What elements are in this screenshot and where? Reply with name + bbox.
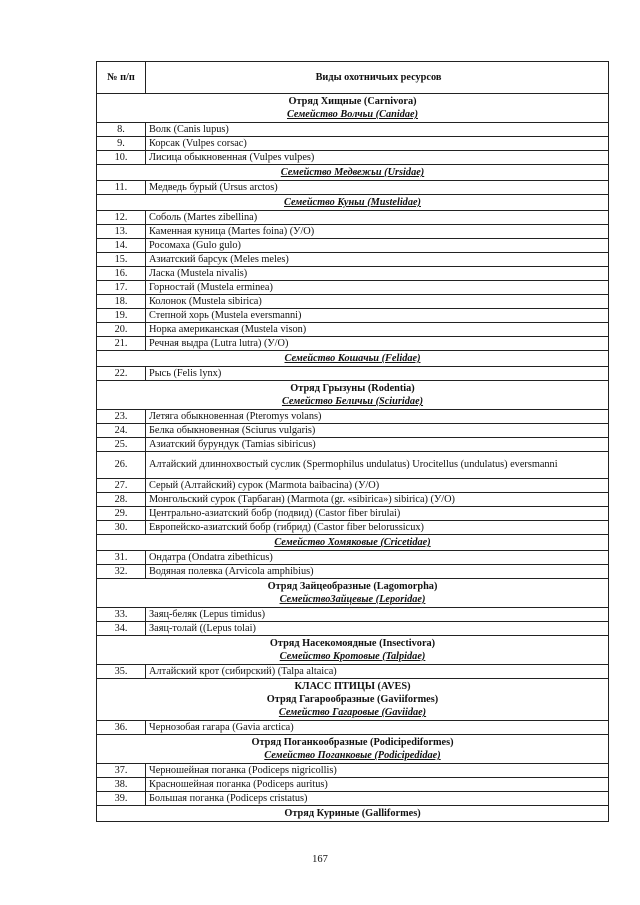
family-heading: Семейство Хомяковые (Cricetidae) (274, 537, 431, 548)
row-number: 30. (97, 521, 146, 535)
species-name: Соболь (Martes zibellina) (146, 211, 609, 225)
table-row (97, 151, 609, 165)
table-row (97, 438, 609, 452)
section-heading-cell (97, 165, 609, 181)
row-number: 39. (97, 792, 146, 806)
table-row (97, 225, 609, 239)
species-name: Ласка (Mustela nivalis) (146, 267, 609, 281)
row-number: 26. (97, 452, 146, 479)
order-heading: Отряд Грызуны (Rodentia) (290, 383, 415, 394)
row-number: 32. (97, 565, 146, 579)
species-name: Алтайский крот (сибирский) (Talpa altaica) (146, 665, 609, 679)
species-name: Ондатра (Ondatra zibethicus) (146, 551, 609, 565)
page-number: 167 (312, 854, 328, 865)
row-number: 36. (97, 721, 146, 735)
row-number: 18. (97, 295, 146, 309)
order-heading: Отряд Поганкообразные (Podicipediformes) (251, 737, 454, 748)
species-name: Колонок (Mustela sibirica) (146, 295, 609, 309)
row-number: 25. (97, 438, 146, 452)
table-row (97, 764, 609, 778)
section-heading-cell (97, 806, 609, 822)
section-heading-row (97, 735, 609, 764)
row-number: 21. (97, 337, 146, 351)
table-row (97, 123, 609, 137)
table-row (97, 551, 609, 565)
table-row (97, 608, 609, 622)
species-name: Азиатский бурундук (Tamias sibiricus) (146, 438, 609, 452)
species-name: Степной хорь (Mustela eversmanni) (146, 309, 609, 323)
row-number: 37. (97, 764, 146, 778)
order-heading: Отряд Насекомоядные (Insectivora) (269, 638, 436, 649)
section-heading-cell (97, 94, 609, 123)
table-row (97, 181, 609, 195)
row-number: 20. (97, 323, 146, 337)
order-heading: Отряд Зайцеобразные (Lagomorpha) (267, 581, 438, 592)
row-number: 24. (97, 424, 146, 438)
row-number: 38. (97, 778, 146, 792)
table-row (97, 281, 609, 295)
table-row (97, 507, 609, 521)
section-heading-row (97, 579, 609, 608)
section-heading-cell (97, 381, 609, 410)
header-number-cell: № п/п (97, 62, 146, 94)
table-row (97, 211, 609, 225)
section-heading-cell (97, 636, 609, 665)
table-row (97, 323, 609, 337)
family-heading: Семейство Кошачьи (Felidae) (284, 353, 421, 364)
table-row (97, 295, 609, 309)
table-row (97, 267, 609, 281)
table-row (97, 367, 609, 381)
row-number: 31. (97, 551, 146, 565)
table-row (97, 493, 609, 507)
species-name: Корсак (Vulpes corsac) (146, 137, 609, 151)
family-heading: Семейство Куньи (Mustelidae) (284, 197, 421, 208)
row-number: 9. (97, 137, 146, 151)
section-heading-cell (97, 735, 609, 764)
order-heading: Отряд Гагарообразные (Gaviiformes) (266, 694, 439, 705)
table-row (97, 337, 609, 351)
species-name: Европейско-азиатский бобр (гибрид) (Castor fiber belorussicux) (146, 521, 609, 535)
row-number: 12. (97, 211, 146, 225)
row-number: 13. (97, 225, 146, 239)
section-heading-cell (97, 535, 609, 551)
row-number: 29. (97, 507, 146, 521)
species-name: Водяная полевка (Arvicola amphibius) (146, 565, 609, 579)
species-name: Большая поганка (Podiceps cristatus) (146, 792, 609, 806)
family-heading: Семейство Беличьи (Sciuridae) (281, 396, 424, 407)
section-heading-row (97, 636, 609, 665)
header-title-cell: Виды охотничьих ресурсов (146, 62, 609, 94)
species-name: Алтайский длиннохвостый суслик (Spermophilus undulatus) Urocitellus (undulatus) eversmanni (146, 452, 609, 479)
section-heading-row (97, 806, 609, 822)
table-row (97, 239, 609, 253)
family-heading: Семейство Гагаровые (Gaviidae) (278, 707, 427, 718)
row-number: 16. (97, 267, 146, 281)
species-name: Чернозобая гагара (Gavia arctica) (146, 721, 609, 735)
row-number: 8. (97, 123, 146, 137)
species-table (96, 61, 609, 822)
family-heading: Семейство Кротовые (Talpidae) (279, 651, 426, 662)
table-header-row (97, 62, 609, 94)
table-row (97, 521, 609, 535)
row-number: 10. (97, 151, 146, 165)
section-heading-row (97, 195, 609, 211)
row-number: 15. (97, 253, 146, 267)
table-row (97, 137, 609, 151)
species-name: Летяга обыкновенная (Pteromys volans) (146, 410, 609, 424)
table-row (97, 778, 609, 792)
table-row (97, 452, 609, 479)
table-row (97, 622, 609, 636)
species-name: Серый (Алтайский) сурок (Marmota baibacina) (У/О) (146, 479, 609, 493)
table-row (97, 253, 609, 267)
section-heading-row (97, 381, 609, 410)
section-heading-row (97, 94, 609, 123)
section-heading-row (97, 535, 609, 551)
row-number: 17. (97, 281, 146, 295)
row-number: 35. (97, 665, 146, 679)
family-heading: Семейство Волчьи (Canidae) (286, 109, 419, 120)
species-name: Заяц-толай ((Lepus tolai) (146, 622, 609, 636)
species-name: Медведь бурый (Ursus arctos) (146, 181, 609, 195)
species-name: Горностай (Mustela erminea) (146, 281, 609, 295)
table-row (97, 424, 609, 438)
family-heading: СемействоЗайцевые (Leporidae) (279, 594, 426, 605)
section-heading-cell (97, 579, 609, 608)
class-heading: КЛАСС ПТИЦЫ (AVES) (294, 681, 411, 692)
section-heading-row (97, 165, 609, 181)
species-name: Рысь (Felis lynx) (146, 367, 609, 381)
family-heading: Семейство Поганковые (Podicipedidae) (264, 750, 441, 761)
order-heading: Отряд Куриные (Galliformes) (284, 808, 421, 819)
table-row (97, 309, 609, 323)
row-number: 23. (97, 410, 146, 424)
row-number: 33. (97, 608, 146, 622)
species-name: Росомаха (Gulo gulo) (146, 239, 609, 253)
row-number: 27. (97, 479, 146, 493)
species-name: Норка американская (Mustela vison) (146, 323, 609, 337)
species-name: Азиатский барсук (Meles meles) (146, 253, 609, 267)
table-row (97, 792, 609, 806)
table-row (97, 410, 609, 424)
section-heading-cell (97, 195, 609, 211)
species-name: Черношейная поганка (Podiceps nigricollis) (146, 764, 609, 778)
row-number: 34. (97, 622, 146, 636)
family-heading: Семейство Медвежьи (Ursidae) (280, 167, 425, 178)
table-row (97, 665, 609, 679)
section-heading-row (97, 679, 609, 721)
section-heading-row (97, 351, 609, 367)
species-name: Волк (Canis lupus) (146, 123, 609, 137)
row-number: 19. (97, 309, 146, 323)
table-row (97, 565, 609, 579)
row-number: 14. (97, 239, 146, 253)
species-name: Белка обыкновенная (Sciurus vulgaris) (146, 424, 609, 438)
species-name: Красношейная поганка (Podiceps auritus) (146, 778, 609, 792)
row-number: 22. (97, 367, 146, 381)
species-name: Речная выдра (Lutra lutra) (У/О) (146, 337, 609, 351)
table-row (97, 721, 609, 735)
species-name: Каменная куница (Martes foina) (У/О) (146, 225, 609, 239)
species-name: Монгольский сурок (Тарбаган) (Marmota (gr. «sibirica») sibirica) (У/О) (146, 493, 609, 507)
table-row (97, 479, 609, 493)
section-heading-cell (97, 351, 609, 367)
section-heading-cell (97, 679, 609, 721)
species-name: Центрально-азиатский бобр (подвид) (Castor fiber birulai) (146, 507, 609, 521)
row-number: 11. (97, 181, 146, 195)
species-name: Лисица обыкновенная (Vulpes vulpes) (146, 151, 609, 165)
order-heading: Отряд Хищные (Carnivora) (288, 96, 417, 107)
species-name: Заяц-беляк (Lepus timidus) (146, 608, 609, 622)
species-table-body (97, 62, 609, 822)
row-number: 28. (97, 493, 146, 507)
